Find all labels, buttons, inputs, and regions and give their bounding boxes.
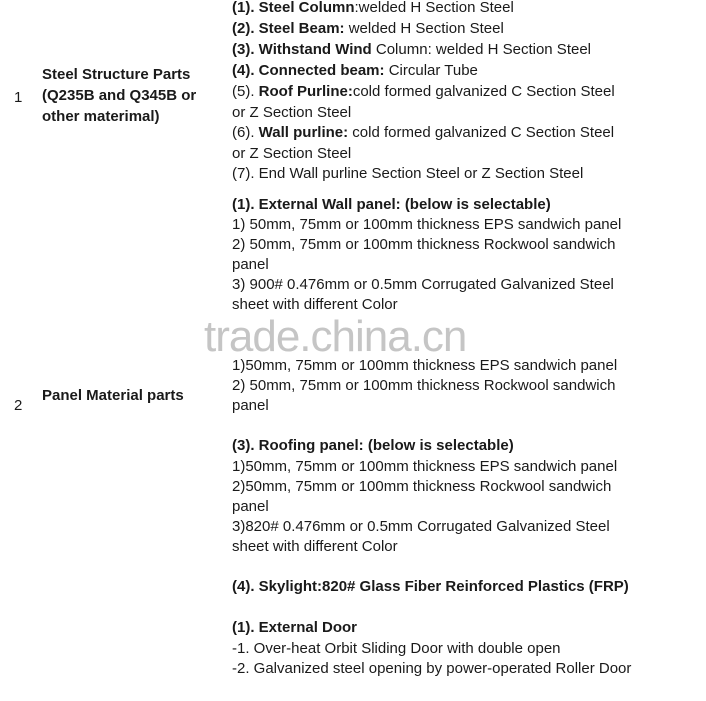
detail-line	[232, 356, 617, 376]
detail-bold: Roof Purline:	[258, 83, 353, 100]
detail-line	[232, 255, 269, 275]
detail-text: 3)820# 0.476mm or 0.5mm Corrugated Galvanized Steel	[232, 518, 610, 535]
detail-text: :welded H Section Steel	[354, 0, 514, 16]
part-name	[42, 64, 196, 127]
detail-line	[232, 659, 631, 679]
detail-bold: (3). Withstand Wind	[232, 41, 372, 58]
detail-line	[232, 144, 351, 164]
watermark: trade.china.cn	[204, 312, 467, 361]
row-number: 1	[14, 89, 23, 106]
detail-line	[232, 40, 591, 60]
detail-text: or Z Section Steel	[232, 145, 352, 162]
detail-line	[232, 639, 561, 659]
detail-line	[232, 195, 551, 215]
detail-line	[232, 497, 269, 517]
detail-line	[232, 537, 398, 557]
detail-line	[232, 517, 610, 537]
detail-line	[232, 61, 478, 81]
detail-text: panel	[232, 397, 269, 414]
detail-line	[232, 275, 614, 295]
detail-text: 3) 900# 0.476mm or 0.5mm Corrugated Galvanized Steel	[232, 276, 614, 293]
detail-line	[232, 82, 615, 102]
detail-line	[232, 436, 514, 456]
detail-bold: Wall purline:	[258, 124, 349, 141]
part-name-line: Steel Structure Parts	[42, 66, 191, 83]
detail-line	[232, 577, 629, 597]
detail-text: 1) 50mm, 75mm or 100mm thickness EPS sandwich panel	[232, 216, 622, 233]
detail-text: (6).	[232, 124, 259, 141]
detail-text: 1)50mm, 75mm or 100mm thickness EPS sandwich panel	[232, 357, 618, 374]
detail-text: 2)50mm, 75mm or 100mm thickness Rockwool sandwich	[232, 478, 612, 495]
detail-text: panel	[232, 256, 269, 273]
detail-text: Column: welded H Section Steel	[371, 41, 591, 58]
detail-text: (7). End Wall purline Section Steel or Z Section Steel	[232, 165, 584, 182]
detail-line	[232, 215, 621, 235]
detail-line	[232, 457, 617, 477]
detail-line	[232, 618, 357, 638]
detail-text: -2. Galvanized steel opening by power-operated Roller Door	[232, 660, 632, 677]
detail-line	[232, 477, 611, 497]
detail-text: (5).	[232, 83, 259, 100]
part-name	[42, 385, 184, 406]
detail-bold: (2). Steel Beam:	[232, 20, 345, 37]
detail-bold: (1). Steel Column	[232, 0, 355, 16]
detail-text: 2) 50mm, 75mm or 100mm thickness Rockwool sandwich	[232, 236, 616, 253]
detail-bold: (4). Skylight:820# Glass Fiber Reinforced Plastics (FRP)	[232, 578, 629, 595]
detail-bold: (1). External Door	[232, 619, 358, 636]
detail-bold: (4). Connected beam:	[232, 62, 385, 79]
part-name-line: (Q235B and Q345B or	[42, 87, 197, 104]
detail-line	[232, 396, 269, 416]
detail-line	[232, 123, 614, 143]
detail-text: panel	[232, 498, 269, 515]
detail-text: sheet with different Color	[232, 538, 398, 555]
detail-text: sheet with different Color	[232, 296, 398, 313]
detail-text: or Z Section Steel	[232, 104, 352, 121]
detail-text: cold formed galvanized C Section Steel	[352, 83, 615, 100]
detail-text: 1)50mm, 75mm or 100mm thickness EPS sandwich panel	[232, 458, 618, 475]
detail-text: -1. Over-heat Orbit Sliding Door with double open	[232, 640, 561, 657]
detail-text: welded H Section Steel	[344, 20, 504, 37]
detail-text: Circular Tube	[384, 62, 478, 79]
detail-line	[232, 164, 583, 184]
detail-line	[232, 0, 514, 18]
detail-text: 2) 50mm, 75mm or 100mm thickness Rockwool sandwich	[232, 377, 616, 394]
detail-bold: (1). External Wall panel: (below is selectable)	[232, 196, 551, 213]
detail-text: cold formed galvanized C Section Steel	[348, 124, 615, 141]
row-number: 2	[14, 397, 23, 414]
part-name-line: Panel Material parts	[42, 387, 184, 404]
detail-line	[232, 376, 615, 396]
detail-line	[232, 19, 504, 39]
part-name-line: other materimal)	[42, 108, 160, 125]
detail-bold: (3). Roofing panel: (below is selectable)	[232, 437, 514, 454]
detail-line	[232, 103, 351, 123]
detail-line	[232, 235, 615, 255]
